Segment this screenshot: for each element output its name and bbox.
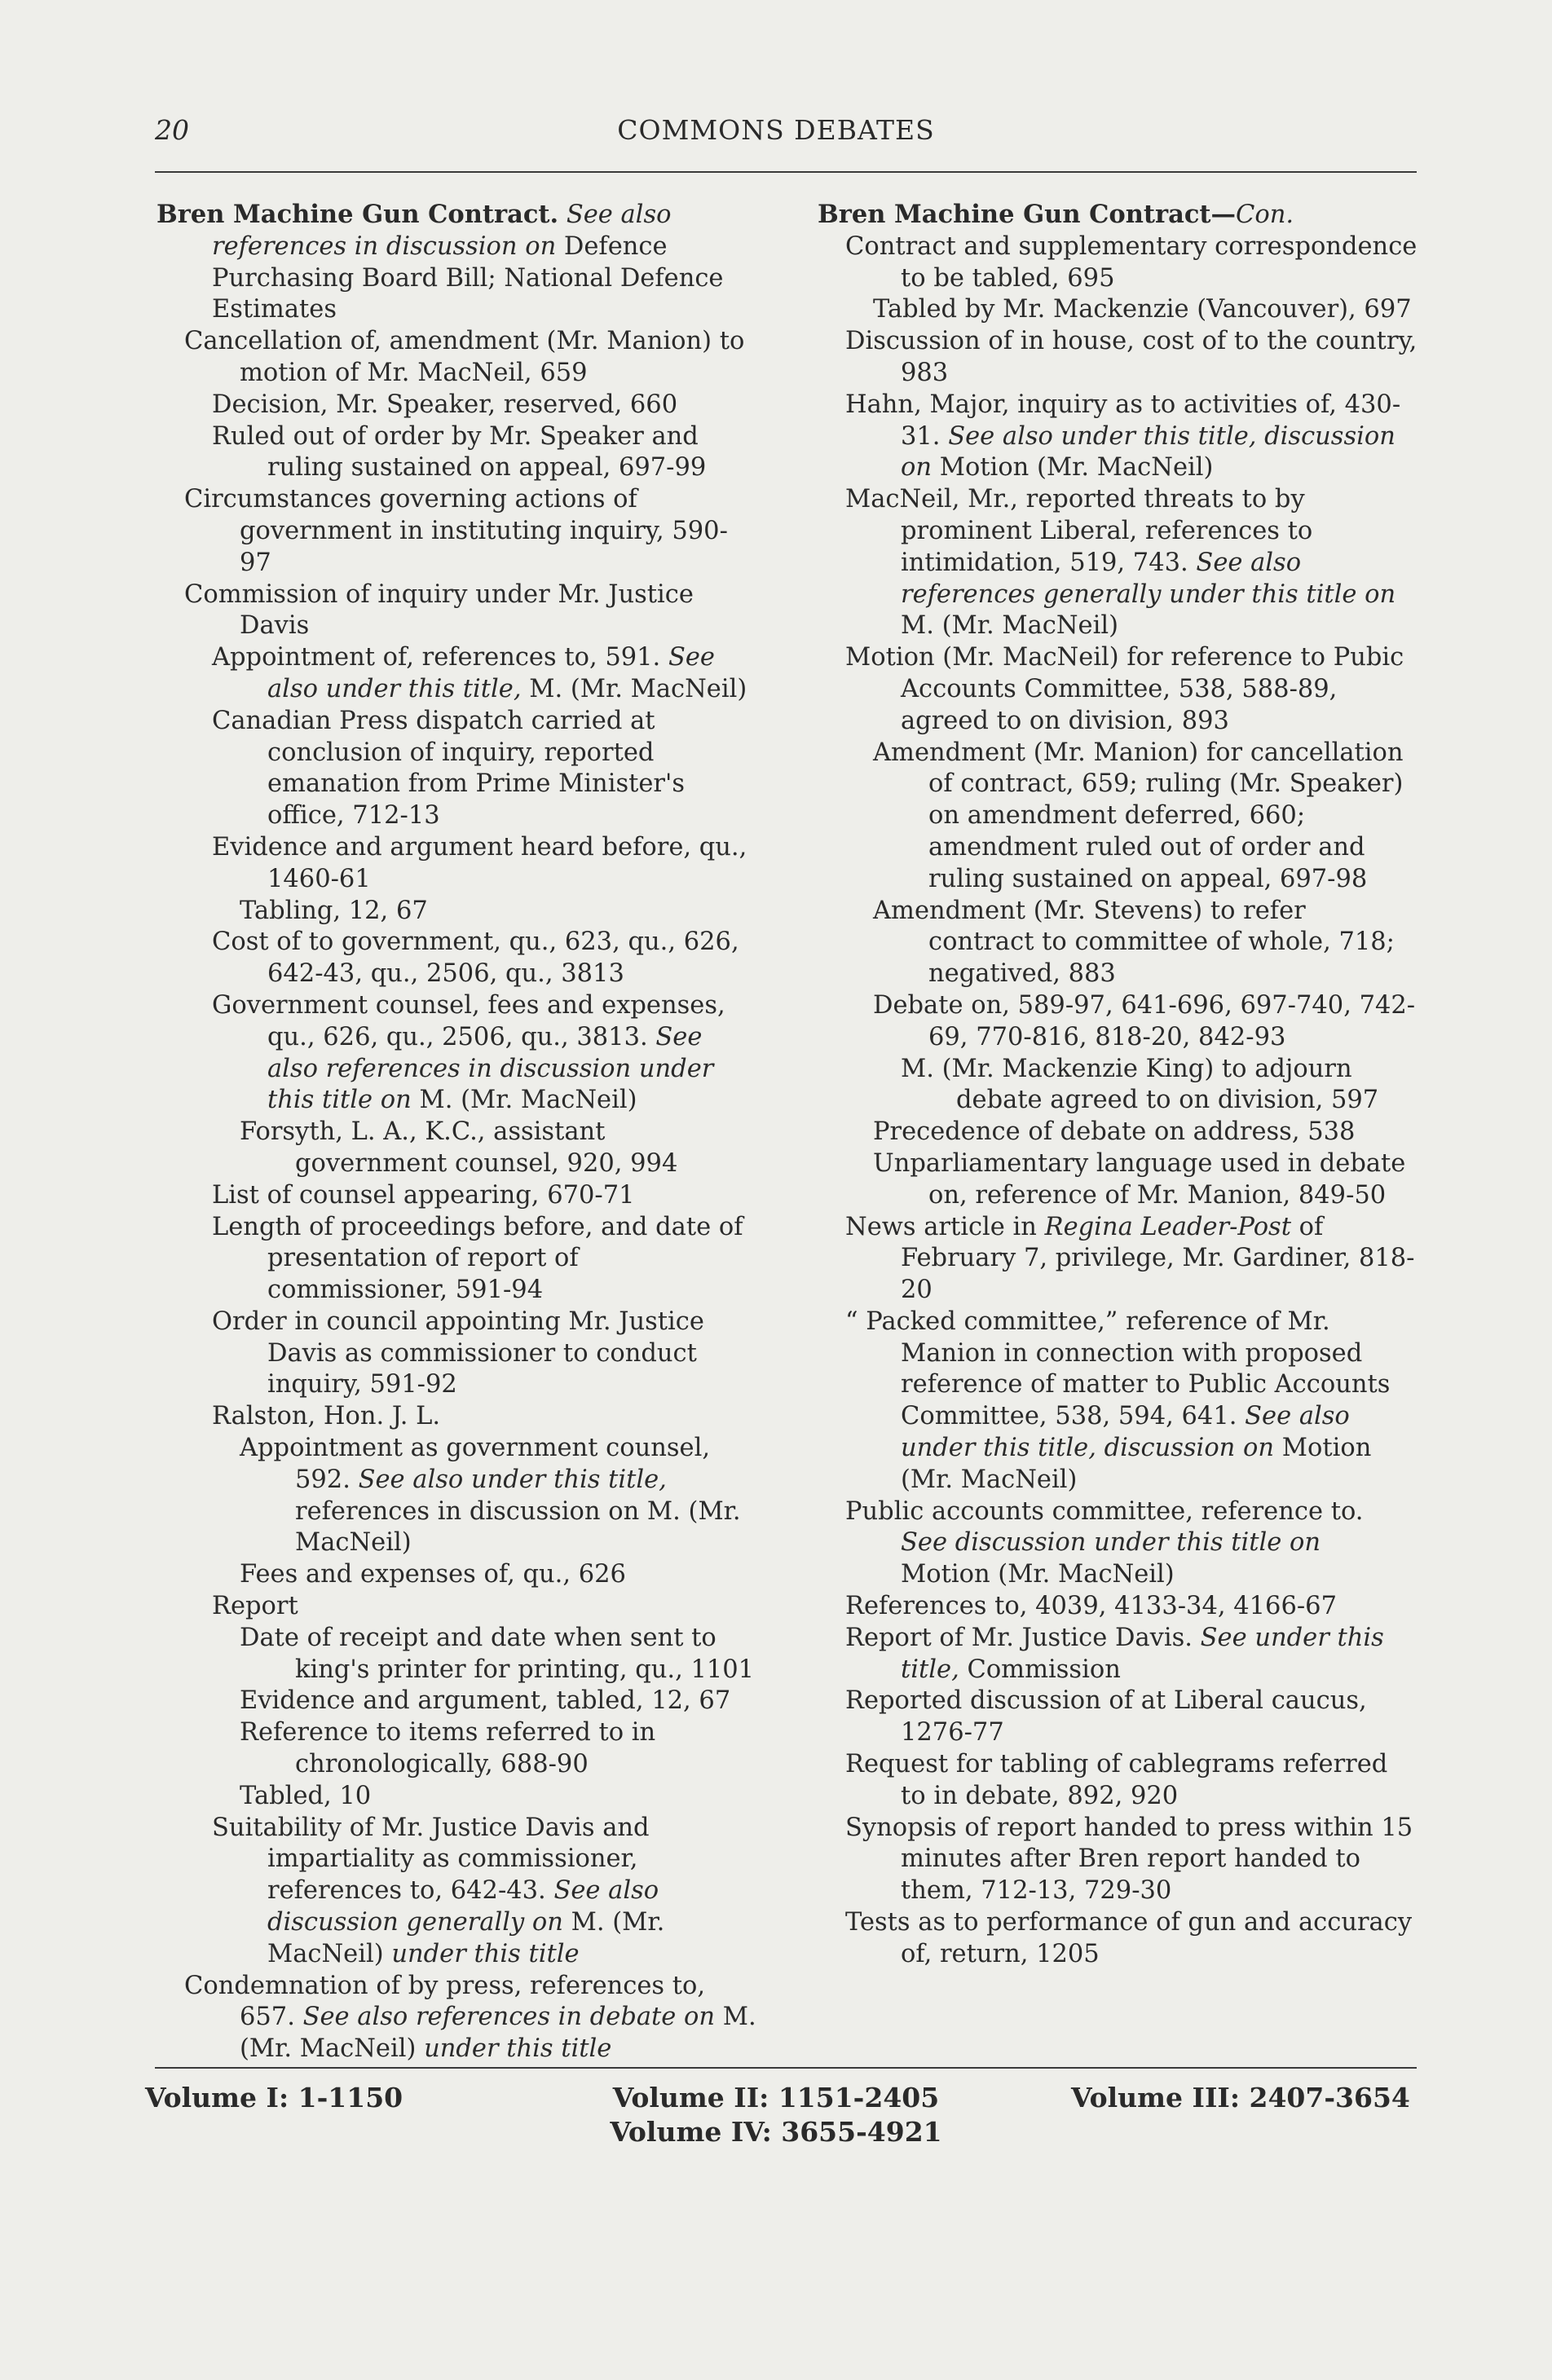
entry-text-run: “ Packed committee,” reference of Mr. Manion in connection with proposed reference of matter to Public Accounts Committee, 538, 594, 641.: [845, 1307, 1391, 1431]
entry-text-run: Contract and supplementary correspondence to be tabled, 695: [845, 231, 1418, 293]
index-heading: [818, 199, 1418, 231]
right-column: [818, 199, 1418, 1971]
entry-text-run: Motion (Mr. MacNeil): [901, 1560, 1175, 1589]
index-entry: [818, 1686, 1418, 1749]
entry-text-run: See under this title,: [901, 1623, 1384, 1684]
index-entry: [157, 1212, 756, 1307]
index-entry: [157, 1559, 756, 1591]
entry-text-run: Report: [212, 1592, 298, 1621]
index-entry: [157, 390, 756, 421]
index-entry: [818, 1623, 1418, 1686]
index-entry: [157, 1813, 756, 1971]
entry-text-run: Report of Mr. Justice Davis.: [845, 1623, 1201, 1652]
index-entry: [157, 990, 756, 1117]
entry-text-run: See also references in discussion under this title on: [267, 1022, 714, 1115]
index-entry: [818, 1749, 1418, 1813]
index-entry: [157, 1401, 756, 1433]
index-entry: [157, 484, 756, 579]
entry-text-run: Motion (Mr. MacNeil) for reference to Pubic Accounts Committee, 538, 588-89, agreed to on division, 893: [845, 643, 1404, 735]
entry-text-run: of February 7, privilege, Mr. Gardiner, 818-20: [901, 1212, 1415, 1305]
entry-text-run: Suitability of Mr. Justice Davis and impartiality as commissioner, references to, 642-43.: [212, 1813, 650, 1906]
index-entry: [157, 927, 756, 990]
entry-text-run: See also references in discussion on: [212, 201, 672, 261]
entry-text-run: See also references in debate on: [302, 2003, 716, 2032]
index-entry: [818, 1496, 1418, 1591]
entry-text-run: [558, 201, 567, 229]
entry-text-run: List of counsel appearing, 670-71: [212, 1180, 635, 1210]
entry-text-run: Commission: [959, 1655, 1121, 1684]
index-entry: [818, 484, 1418, 642]
index-heading: [157, 199, 756, 326]
index-entry: [157, 1623, 756, 1686]
entry-text-run: Appointment as government counsel, 592.: [240, 1434, 711, 1494]
volume-4-range: Volume IV: 3655-4921: [610, 2116, 942, 2148]
index-entry: [818, 1148, 1418, 1212]
volume-1-range: Volume I: 1-1150: [145, 2082, 403, 2113]
index-entry: [818, 990, 1418, 1054]
index-entry: [157, 1433, 756, 1559]
entry-text-run: Condemnation of by press, references to, 657.: [184, 1971, 706, 2032]
entry-text-run: See also under this title, discussion on: [901, 1402, 1350, 1463]
index-entry: [818, 231, 1418, 295]
index-entry: [157, 832, 756, 896]
index-entry: [157, 1117, 756, 1180]
entry-text-run: under this title: [424, 2034, 612, 2064]
index-entry: [818, 896, 1418, 990]
entry-text-run: Length of proceedings before, and date of presentation of report of commissioner, 591-94: [212, 1212, 743, 1305]
entry-text-run: Reported discussion of at Liberal caucus, 1276-77: [845, 1686, 1367, 1748]
page-number: 20: [155, 114, 189, 146]
entry-text-run: MacNeil, Mr., reported threats to by prominent Liberal, references to intimidation, 519, 743.: [845, 485, 1313, 577]
entry-text-run: Tests as to performance of gun and accuracy of, return, 1205: [845, 1908, 1413, 1968]
entry-text-run: M. (Mr. Mackenzie King) to adjourn debate agreed to on division, 597: [901, 1054, 1379, 1115]
entry-text-run: under this title: [391, 1939, 580, 1968]
entry-text-run: Circumstances governing actions of government in instituting inquiry, 590-97: [184, 485, 728, 577]
entry-text-run: Bren Machine Gun Contract.: [157, 200, 559, 229]
entry-text-run: News article in: [845, 1212, 1045, 1241]
index-entry: [818, 642, 1418, 737]
index-entry: [818, 1117, 1418, 1148]
index-entry: [818, 1813, 1418, 1907]
entry-text-run: M. (Mr. MacNeil): [521, 674, 747, 703]
entry-text-run: Con.: [1236, 201, 1294, 229]
index-entry: [818, 1907, 1418, 1971]
entry-text-run: Regina Leader-Post: [1044, 1212, 1291, 1241]
index-entry: [818, 1054, 1418, 1117]
entry-text-run: Precedence of debate on address, 538: [873, 1117, 1356, 1147]
entry-text-run: Tabling, 12, 67: [240, 896, 428, 925]
entry-text-run: Date of receipt and date when sent to king's printer for printing, qu., 1101: [240, 1623, 755, 1684]
index-entry: [157, 421, 756, 485]
entry-text-run: Tabled, 10: [240, 1781, 372, 1810]
entry-text-run: Public accounts committee, reference to.: [845, 1496, 1364, 1526]
header-rule: [155, 171, 1417, 173]
entry-text-run: Synopsis of report handed to press within 15 minutes after Bren report handed to them, 712-13, 729-30: [845, 1813, 1413, 1906]
entry-text-run: Appointment of, references to, 591.: [212, 643, 668, 672]
entry-text-run: M. (Mr. MacNeil): [267, 1908, 665, 1968]
entry-text-run: Discussion of in house, cost of to the country, 983: [845, 327, 1418, 387]
index-entry: [818, 1307, 1418, 1496]
entry-text-run: See also under this title,: [267, 643, 715, 703]
entry-text-run: M. (Mr. MacNeil): [411, 1086, 637, 1115]
entry-text-run: M. (Mr. MacNeil): [901, 611, 1119, 641]
entry-text-run: references in discussion on M. (Mr. MacNeil): [295, 1496, 741, 1558]
index-entry: [157, 580, 756, 643]
entry-text-run: Forsyth, L. A., K.C., assistant government counsel, 920, 994: [240, 1117, 678, 1178]
entry-text-run: See also references generally under this title on: [901, 548, 1396, 609]
index-entry: [157, 1591, 756, 1623]
entry-text-run: Order in council appointing Mr. Justice Davis as commissioner to conduct inquiry, 591-92: [212, 1307, 704, 1399]
index-entry: [157, 1180, 756, 1212]
entry-text-run: Fees and expenses of, qu., 626: [240, 1560, 626, 1589]
volume-3-range: Volume III: 2407-3654: [1071, 2082, 1410, 2113]
entry-text-run: Government counsel, fees and expenses, qu., 626, qu., 2506, qu., 3813.: [212, 990, 725, 1051]
index-entry: [818, 294, 1418, 326]
volume-2-range: Volume II: 1151-2405: [612, 2082, 940, 2113]
entry-text-run: Evidence and argument, tabled, 12, 67: [240, 1686, 731, 1716]
entry-text-run: See also under this title, discussion on: [901, 421, 1395, 483]
entry-text-run: Defence Purchasing Board Bill; National Defence Estimates: [212, 231, 724, 324]
entry-text-run: See also discussion generally on: [267, 1876, 659, 1937]
entry-text-run: —: [1210, 200, 1236, 229]
left-column: [157, 199, 756, 2065]
footer-rule: [155, 2067, 1417, 2069]
entry-text-run: Ruled out of order by Mr. Speaker and ruling sustained on appeal, 697-99: [212, 421, 707, 483]
entry-text-run: Motion (Mr. MacNeil): [932, 453, 1214, 483]
entry-text-run: Canadian Press dispatch carried at conclusion of inquiry, reported emanation from Prime Minister's office, 712-13: [212, 706, 686, 831]
entry-text-run: Amendment (Mr. Stevens) to refer contract to committee of whole, 718; negatived, 883: [873, 896, 1395, 989]
entry-text-run: Hahn, Major, inquiry as to activities of, 430-31.: [845, 390, 1401, 451]
index-entry: [157, 706, 756, 832]
index-entry: [818, 738, 1418, 896]
entry-text-run: See discussion under this title on: [901, 1528, 1321, 1558]
entry-text-run: Tabled by Mr. Mackenzie (Vancouver), 697: [873, 295, 1412, 324]
index-entry: [157, 1781, 756, 1813]
index-entry: [818, 1212, 1418, 1307]
index-entry: [818, 1591, 1418, 1623]
entry-text-run: Ralston, Hon. J. L.: [212, 1402, 441, 1431]
entry-text-run: See also under this title,: [358, 1465, 667, 1494]
index-entry: [157, 1717, 756, 1781]
entry-text-run: Request for tabling of cablegrams referred to in debate, 892, 920: [845, 1750, 1388, 1810]
entry-text-run: References to, 4039, 4133-34, 4166-67: [845, 1592, 1337, 1621]
index-entry: [157, 642, 756, 706]
running-head: COMMONS DEBATES: [617, 114, 935, 146]
index-entry: [157, 896, 756, 928]
index-entry: [818, 390, 1418, 484]
entry-text-run: M. (Mr. MacNeil): [240, 2003, 756, 2064]
index-entry: [157, 1971, 756, 2065]
entry-text-run: Debate on, 589-97, 641-696, 697-740, 742-69, 770-816, 818-20, 842-93: [873, 990, 1416, 1051]
entry-text-run: Cancellation of, amendment (Mr. Manion) to motion of Mr. MacNeil, 659: [184, 327, 745, 387]
entry-text-run: Cost of to government, qu., 623, qu., 626, 642-43, qu., 2506, qu., 3813: [212, 928, 739, 989]
entry-text-run: Motion (Mr. MacNeil): [901, 1434, 1372, 1494]
index-entry: [157, 326, 756, 390]
entry-text-run: Unparliamentary language used in debate on, reference of Mr. Manion, 849-50: [873, 1148, 1406, 1210]
entry-text-run: Amendment (Mr. Manion) for cancellation of contract, 659; ruling (Mr. Speaker) on amendment deferred, 660; amendment ruled out of order and ruling sustained on appeal, 697-98: [873, 738, 1404, 893]
index-entry: [157, 1686, 756, 1717]
entry-text-run: Bren Machine Gun Contract: [818, 200, 1211, 229]
entry-text-run: Evidence and argument heard before, qu., 1460-61: [212, 832, 747, 893]
index-entry: [157, 1307, 756, 1401]
index-entry: [818, 326, 1418, 390]
entry-text-run: Commission of inquiry under Mr. Justice Davis: [184, 580, 694, 641]
entry-text-run: Reference to items referred to in chronologically, 688-90: [240, 1718, 656, 1779]
entry-text-run: Decision, Mr. Speaker, reserved, 660: [212, 390, 678, 419]
